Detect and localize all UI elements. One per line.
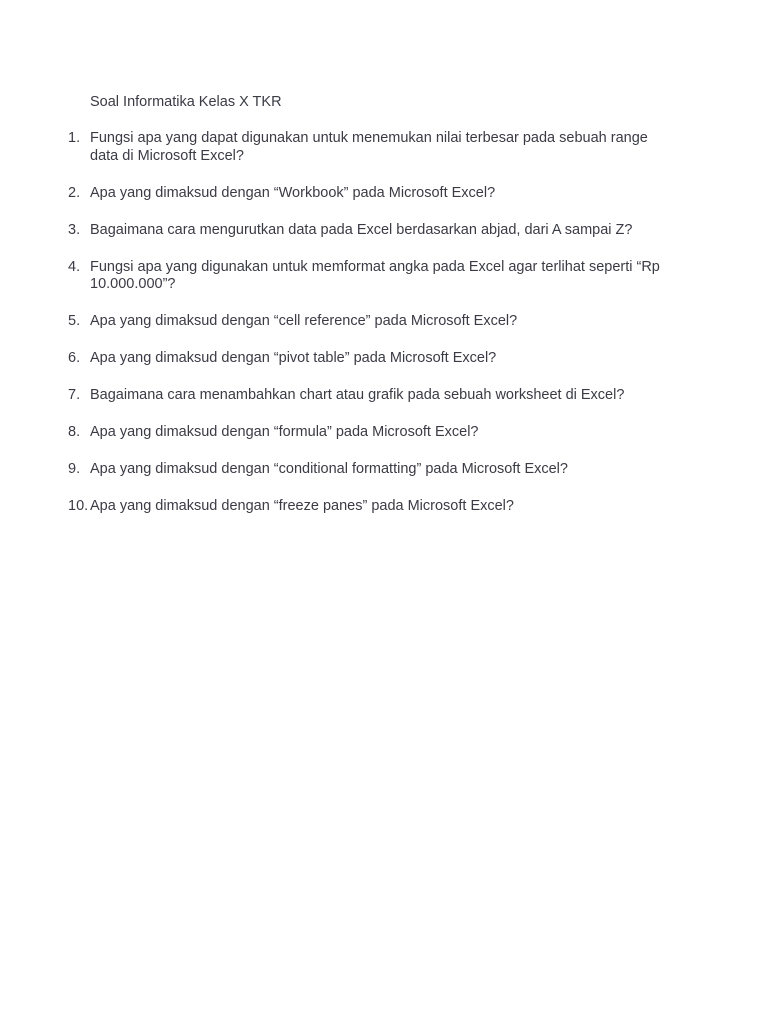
question-item-8 [0, 424, 768, 442]
question-item-9 [0, 461, 768, 479]
question-item-3 [0, 222, 768, 240]
question-text: Apa yang dimaksud dengan “conditional formatting” pada Microsoft Excel? [90, 461, 568, 477]
question-text: Apa yang dimaksud dengan “Workbook” pada Microsoft Excel? [90, 184, 496, 201]
question-text: Apa yang dimaksud dengan “formula” pada Microsoft Excel? [90, 424, 479, 440]
document-title: Soal Informatika Kelas X TKR [90, 94, 282, 110]
question-number: 6. [68, 350, 81, 366]
question-item-6 [0, 350, 768, 368]
question-number: 2. [68, 184, 81, 201]
question-text: Apa yang dimaksud dengan “cell reference” pada Microsoft Excel? [90, 313, 518, 329]
question-number: 7. [68, 387, 81, 403]
question-text: Bagaimana cara mengurutkan data pada Excel berdasarkan abjad, dari A sampai Z? [90, 221, 633, 238]
question-text: Fungsi apa yang digunakan untuk memformat angka pada Excel agar terlihat seperti “Rp 10.000.000”? [90, 258, 660, 292]
question-text: Fungsi apa yang dapat digunakan untuk menemukan nilai terbesar pada sebuah range data di Microsoft Excel? [90, 130, 648, 164]
question-number: 3. [68, 221, 81, 238]
question-number: 5. [68, 313, 81, 329]
question-item-7 [0, 387, 768, 405]
question-item-10 [0, 498, 768, 516]
question-number: 1. [68, 130, 81, 146]
question-number: 4. [68, 258, 81, 275]
question-list [0, 130, 768, 535]
question-text: Apa yang dimaksud dengan “pivot table” pada Microsoft Excel? [90, 350, 497, 366]
question-item-2 [0, 185, 768, 203]
question-item-4 [0, 259, 768, 294]
question-number: 8. [68, 424, 81, 440]
question-item-5 [0, 313, 768, 331]
question-item-1 [0, 130, 768, 165]
question-text: Apa yang dimaksud dengan “freeze panes” pada Microsoft Excel? [90, 498, 514, 514]
question-text: Bagaimana cara menambahkan chart atau grafik pada sebuah worksheet di Excel? [90, 387, 625, 403]
question-number: 10. [68, 498, 89, 514]
question-number: 9. [68, 461, 81, 477]
